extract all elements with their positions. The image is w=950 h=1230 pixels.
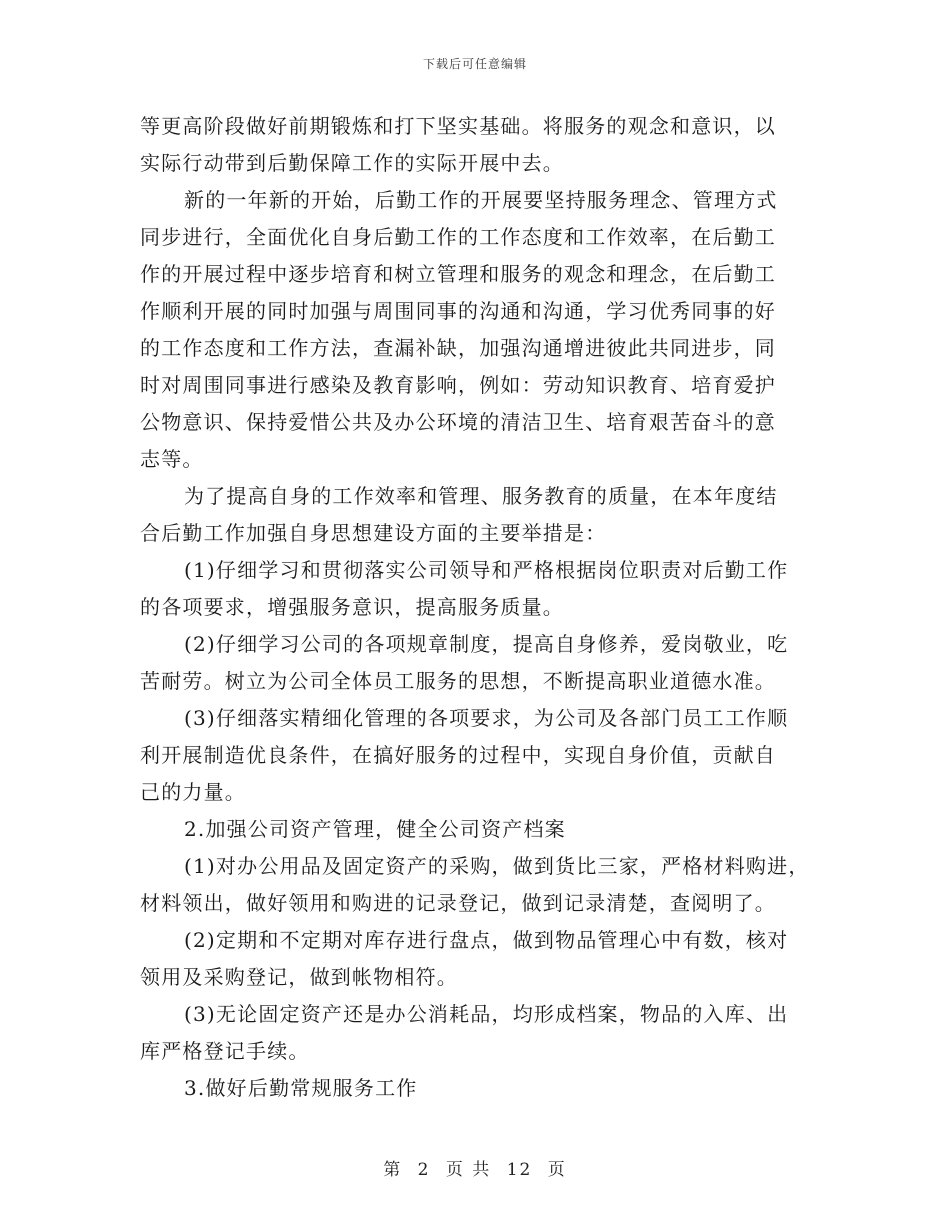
text-line: 的工作态度和工作方法，查漏补缺，加强沟通增进彼此共同进步，同 [140, 336, 776, 360]
text-line: 利开展制造优良条件，在搞好服务的过程中，实现自身价值，贡献自 [140, 743, 776, 767]
paragraph [140, 811, 830, 848]
text-line: 材料领出，做好领用和购进的记录登记，做到记录清楚，查阅明了。 [140, 891, 776, 915]
text-line: 时对周围同事进行感染及教育影响，例如：劳动知识教育、培育爱护 [140, 373, 776, 397]
footer-total-pages: 12 [506, 1160, 533, 1180]
text-line: (3)仔细落实精细化管理的各项要求，为公司及各部门员工工作顺 [184, 706, 789, 730]
paragraph [140, 626, 830, 700]
text-line: 志等。 [140, 447, 204, 471]
paragraph [140, 848, 830, 922]
paragraph [140, 478, 830, 552]
paragraph [140, 922, 830, 996]
paragraph [140, 182, 830, 478]
text-line: 作顺利开展的同时加强与周围同事的沟通和沟通，学习优秀同事的好 [140, 299, 776, 323]
text-line: (1)仔细学习和贯彻落实公司领导和严格根据岗位职责对后勤工作 [184, 558, 789, 582]
text-line: 2.加强公司资产管理，健全公司资产档案 [184, 817, 566, 841]
text-line: 领用及采购登记，做到帐物相符。 [140, 965, 458, 989]
text-line: 公物意识、保持爱惜公共及办公环境的清洁卫生、培育艰苦奋斗的意 [140, 410, 776, 434]
document-body [140, 108, 830, 1107]
text-line: (1)对办公用品及固定资产的采购，做到货比三家，严格材料购进， [184, 854, 810, 878]
text-line: 3.做好后勤常规服务工作 [184, 1076, 418, 1100]
paragraph [140, 1070, 830, 1107]
text-line: 苦耐劳。树立为公司全体员工服务的思想，不断提高职业道德水准。 [140, 669, 776, 693]
text-line: 为了提高自身的工作效率和管理、服务教育的质量，在本年度结 [184, 484, 778, 508]
text-line: 作的开展过程中逐步培育和树立管理和服务的观念和理念，在后勤工 [140, 262, 776, 286]
footer-prefix: 第 [383, 1160, 403, 1180]
paragraph [140, 996, 830, 1070]
text-line: 的各项要求，增强服务意识，提高服务质量。 [140, 595, 564, 619]
text-line: 合后勤工作加强自身思想建设方面的主要举措是： [140, 521, 607, 545]
text-line: (2)仔细学习公司的各项规章制度，提高自身修养，爱岗敬业，吃 [184, 632, 789, 656]
text-line: (3)无论固定资产还是办公消耗品，均形成档案，物品的入库、出 [184, 1002, 789, 1026]
text-line: 实际行动带到后勤保障工作的实际开展中去。 [140, 151, 564, 175]
footer-suffix: 页 [547, 1160, 567, 1180]
text-line: 等更高阶段做好前期锻炼和打下坚实基础。将服务的观念和意识，以 [140, 114, 776, 138]
footer-page-number: 2 [417, 1160, 431, 1180]
paragraph [140, 552, 830, 626]
paragraph [140, 108, 830, 182]
page-footer [0, 1155, 950, 1180]
text-line: (2)定期和不定期对库存进行盘点，做到物品管理心中有数，核对 [184, 928, 789, 952]
page-header: 下载后可任意编辑 [422, 57, 527, 71]
text-line: 己的力量。 [140, 780, 246, 804]
text-line: 库严格登记手续。 [140, 1039, 310, 1063]
paragraph [140, 700, 830, 811]
text-line: 新的一年新的开始，后勤工作的开展要坚持服务理念、管理方式 [184, 188, 778, 212]
footer-middle: 页 共 [445, 1160, 492, 1180]
text-line: 同步进行，全面优化自身后勤工作的工作态度和工作效率，在后勤工 [140, 225, 776, 249]
